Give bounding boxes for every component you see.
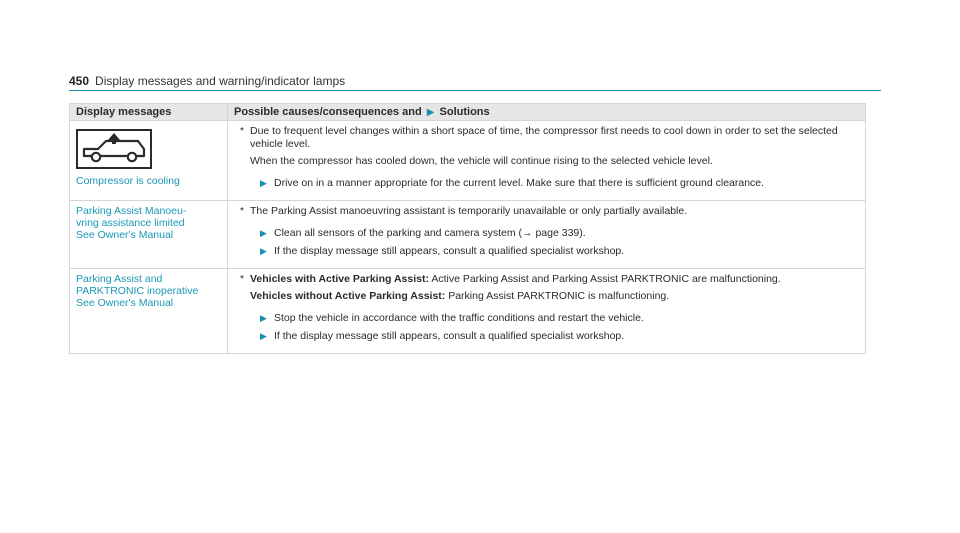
cause-text: Vehicles with Active Parking Assist: Active Parking Assist and Parking Assist PARKTRONIC are malfunctioning.: [250, 273, 781, 285]
table-header-row: [70, 104, 866, 121]
message-label-line: See Owner's Manual: [76, 297, 174, 309]
causes-cell: [228, 269, 866, 354]
page-number: 450: [69, 74, 90, 88]
message-label: Compressor is cooling: [76, 175, 180, 187]
table-row: [70, 121, 866, 201]
page-header: [69, 75, 881, 91]
cause-text: Vehicles without Active Parking Assist: Parking Assist PARKTRONIC is malfunctioning.: [250, 290, 670, 302]
page-title: Display messages and warning/indicator lamps: [95, 74, 346, 88]
message-cell: [70, 269, 228, 354]
cause-text: The Parking Assist manoeuvring assistant is temporarily unavailable or only partially available.: [250, 205, 688, 217]
vehicle-level-raise-icon: [76, 129, 152, 169]
message-label-line: PARKTRONIC inoperative: [76, 285, 199, 297]
cause-marker: *: [240, 125, 245, 137]
message-label-line: Parking Assist and: [76, 273, 163, 285]
cause-text: When the compressor has cooled down, the vehicle will continue rising to the selected vehicle level.: [250, 155, 713, 167]
column-header-causes-label: Possible causes/consequences and: [234, 106, 422, 118]
table-row: [70, 201, 866, 269]
message-label-line: Parking Assist Manoeu-: [76, 205, 187, 217]
solution-step: ▶ Stop the vehicle in accordance with the traffic conditions and restart the vehicle.: [260, 312, 644, 324]
solution-step: ▶ If the display message still appears, consult a qualified specialist workshop.: [260, 330, 625, 342]
step-arrow-icon: ▶: [260, 228, 267, 238]
causes-cell: [228, 201, 866, 269]
solution-step: ▶ Drive on in a manner appropriate for the current level. Make sure that there is sufficient ground clearance.: [260, 177, 765, 189]
cause-marker: *: [240, 273, 245, 285]
step-arrow-icon: ▶: [260, 331, 267, 341]
message-cell: [70, 121, 228, 201]
message-cell: [70, 201, 228, 269]
message-label-line: See Owner's Manual: [76, 229, 174, 241]
column-header-causes: [228, 104, 866, 121]
column-header-messages: Display messages: [70, 104, 228, 121]
solution-arrow-icon: ▶: [426, 107, 435, 118]
column-header-solutions-label: Solutions: [439, 106, 490, 118]
causes-cell: [228, 121, 866, 201]
display-messages-table: [69, 103, 866, 354]
table-row: [70, 269, 866, 354]
solution-step: ▶ Clean all sensors of the parking and camera system (→ page 339).: [260, 227, 586, 239]
step-arrow-icon: ▶: [260, 313, 267, 323]
step-arrow-icon: ▶: [260, 246, 267, 256]
message-label-line: vring assistance limited: [76, 217, 185, 229]
cause-text: Due to frequent level changes within a short space of time, the compressor first needs to cool down in order to set the selected vehicle level.: [250, 125, 838, 150]
step-arrow-icon: ▶: [260, 178, 267, 188]
cause-marker: *: [240, 205, 245, 217]
solution-step: ▶ If the display message still appears, consult a qualified specialist workshop.: [260, 245, 625, 257]
